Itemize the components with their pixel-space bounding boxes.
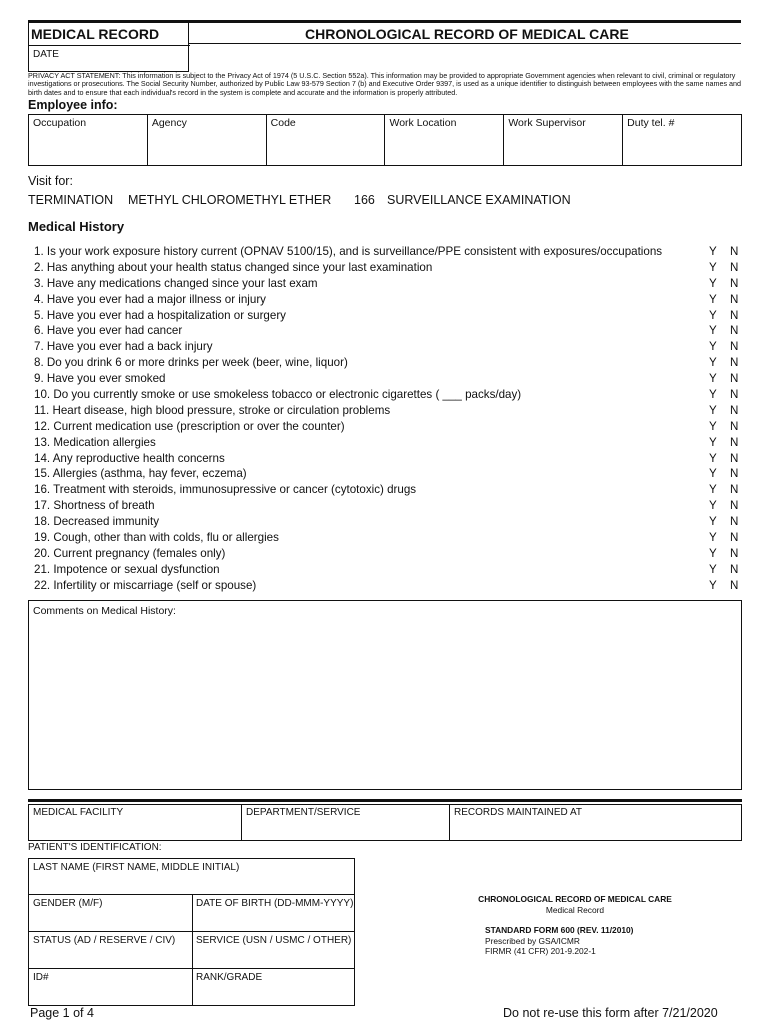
prescribed-by: Prescribed by GSA/ICMR xyxy=(485,935,580,946)
question-row xyxy=(28,355,742,371)
department-field[interactable] xyxy=(242,805,450,840)
question-text: 15. Allergies (asthma, hay fever, eczema) xyxy=(34,467,247,481)
no-option[interactable]: N xyxy=(730,403,739,417)
duty-tel-field[interactable] xyxy=(623,115,741,165)
department-label: DEPARTMENT/SERVICE xyxy=(246,807,361,818)
form-info-title: CHRONOLOGICAL RECORD OF MEDICAL CARE xyxy=(478,894,672,904)
question-text: 8. Do you drink 6 or more drinks per week (beer, wine, liquor) xyxy=(34,356,348,370)
yes-option[interactable]: Y xyxy=(709,340,717,354)
question-text: 12. Current medication use (prescription or over the counter) xyxy=(34,419,345,433)
question-text: 5. Have you ever had a hospitalization or surgery xyxy=(34,308,286,322)
rank-label: RANK/GRADE xyxy=(196,972,263,983)
work-location-label: Work Location xyxy=(389,117,457,129)
question-row xyxy=(28,466,742,482)
question-row xyxy=(28,403,742,419)
patient-id-title: PATIENT'S IDENTIFICATION: xyxy=(28,842,162,853)
no-option[interactable]: N xyxy=(730,340,739,354)
yes-option[interactable]: Y xyxy=(709,515,717,529)
question-text: 4. Have you ever had a major illness or injury xyxy=(34,292,266,306)
question-text: 21. Impotence or sexual dysfunction xyxy=(34,562,220,576)
yes-option[interactable]: Y xyxy=(709,435,717,449)
records-field[interactable] xyxy=(450,805,741,840)
visit-code: 166 xyxy=(354,193,375,207)
yes-option[interactable]: Y xyxy=(709,546,717,560)
work-supervisor-label: Work Supervisor xyxy=(508,117,586,129)
no-option[interactable]: N xyxy=(730,308,739,322)
standard-form: STANDARD FORM 600 (REV. 11/2010) xyxy=(485,925,634,935)
visit-label: Visit for: xyxy=(28,174,73,188)
question-row xyxy=(28,435,742,451)
no-option[interactable]: N xyxy=(730,467,739,481)
visit-agent: METHYL CHLOROMETHYL ETHER xyxy=(128,193,332,207)
form-title-left: MEDICAL RECORD xyxy=(31,26,160,42)
occupation-field[interactable] xyxy=(29,115,148,165)
form-info-block xyxy=(470,894,710,957)
question-row xyxy=(28,244,742,260)
yes-option[interactable]: Y xyxy=(709,372,717,386)
records-label: RECORDS MAINTAINED AT xyxy=(454,807,582,818)
yes-option[interactable]: Y xyxy=(709,260,717,274)
question-text: 13. Medication allergies xyxy=(34,435,156,449)
yes-option[interactable]: Y xyxy=(709,276,717,290)
question-row xyxy=(28,530,742,546)
question-row xyxy=(28,387,742,403)
question-text: 9. Have you ever smoked xyxy=(34,372,166,386)
expiry-notice: Do not re-use this form after 7/21/2020 xyxy=(503,1006,718,1020)
question-text: 11. Heart disease, high blood pressure, stroke or circulation problems xyxy=(34,403,391,417)
yes-option[interactable]: Y xyxy=(709,324,717,338)
question-row xyxy=(28,323,742,339)
no-option[interactable]: N xyxy=(730,499,739,513)
question-row xyxy=(28,292,742,308)
header-divider xyxy=(29,45,190,46)
title-box xyxy=(188,20,741,44)
status-label: STATUS (AD / RESERVE / CIV) xyxy=(33,935,176,946)
question-row xyxy=(28,546,742,562)
work-location-field[interactable] xyxy=(385,115,504,165)
yes-option[interactable]: Y xyxy=(709,388,717,402)
yes-option[interactable]: Y xyxy=(709,499,717,513)
form-title-right: CHRONOLOGICAL RECORD OF MEDICAL CARE xyxy=(305,26,629,42)
privacy-statement: PRIVACY ACT STATEMENT: This information is subject to the Privacy Act of 1974 (5 U.S.C. Section 552a). This information may be provided to appropriate Government agencies when relevant to civil, criminal or regulatory investigations or prosecutions. The Social Security Number, authorized by Public Law 93-579 Section 7 (b) and Executive Order 9397, is used as a unique identifier to distinguish between employees with the same names and birth dates and to ensure that each individual's record in the system is complete and accurate and the information is properly attributed. xyxy=(28,71,742,97)
no-option[interactable]: N xyxy=(730,260,739,274)
occupation-label: Occupation xyxy=(33,117,87,129)
question-text: 7. Have you ever had a back injury xyxy=(34,340,213,354)
no-option[interactable]: N xyxy=(730,245,739,258)
question-row xyxy=(28,562,742,578)
dob-label: DATE OF BIRTH (DD-MMM-YYYY) xyxy=(196,898,354,909)
work-supervisor-field[interactable] xyxy=(504,115,623,165)
code-field[interactable] xyxy=(267,115,386,165)
question-row xyxy=(28,482,742,498)
question-text: 18. Decreased immunity xyxy=(34,515,160,529)
question-text: 19. Cough, other than with colds, flu or allergies xyxy=(34,531,279,545)
no-option[interactable]: N xyxy=(730,531,739,545)
yes-option[interactable]: Y xyxy=(709,531,717,545)
yes-option[interactable]: Y xyxy=(709,356,717,370)
question-row xyxy=(28,260,742,276)
question-row xyxy=(28,498,742,514)
question-row xyxy=(28,339,742,355)
no-option[interactable]: N xyxy=(730,372,739,386)
column-divider xyxy=(192,895,193,1005)
medical-history-title: Medical History xyxy=(28,219,125,234)
comments-box[interactable] xyxy=(28,600,742,790)
firmr: FIRMR (41 CFR) 201-9.202-1 xyxy=(485,946,596,956)
question-text: 14. Any reproductive health concerns xyxy=(34,451,225,465)
yes-option[interactable]: Y xyxy=(709,451,717,465)
id-label: ID# xyxy=(33,972,49,983)
question-row xyxy=(28,514,742,530)
question-text: 1. Is your work exposure history current (OPNAV 5100/15), and is surveillance/PPE consistent with exposures/occupations xyxy=(34,245,663,258)
visit-type: TERMINATION xyxy=(28,193,114,207)
no-option[interactable]: N xyxy=(730,324,739,338)
date-label: DATE xyxy=(33,49,59,60)
question-row xyxy=(28,371,742,387)
last-name-row[interactable] xyxy=(29,859,354,895)
no-option[interactable]: N xyxy=(730,388,739,402)
comments-label: Comments on Medical History: xyxy=(33,605,176,617)
no-option[interactable]: N xyxy=(730,578,739,592)
question-text: 2. Has anything about your health status changed since your last examination xyxy=(34,260,433,274)
code-label: Code xyxy=(270,117,296,129)
no-option[interactable]: N xyxy=(730,515,739,529)
no-option[interactable]: N xyxy=(730,451,739,465)
facility-table xyxy=(28,804,742,841)
question-text: 22. Infertility or miscarriage (self or spouse) xyxy=(34,578,257,592)
yes-option[interactable]: Y xyxy=(709,403,717,417)
yes-option[interactable]: Y xyxy=(709,483,717,497)
gender-label: GENDER (M/F) xyxy=(33,898,103,909)
question-text: 10. Do you currently smoke or use smokeless tobacco or electronic cigarettes ( ___ packs/day) xyxy=(34,388,522,402)
agency-label: Agency xyxy=(151,117,187,129)
question-text: 16. Treatment with steroids, immunosupressive or cancer (cytotoxic) drugs xyxy=(34,483,417,497)
patient-id-box xyxy=(28,858,355,1006)
question-text: 6. Have you ever had cancer xyxy=(34,324,183,338)
visit-exam: SURVEILLANCE EXAMINATION xyxy=(387,193,571,207)
date-box xyxy=(28,20,189,72)
employee-info-label: Employee info: xyxy=(28,98,118,112)
form-info-subtitle: Medical Record xyxy=(545,904,605,915)
question-row xyxy=(28,451,742,467)
no-option[interactable]: N xyxy=(730,419,739,433)
question-row xyxy=(28,578,742,594)
yes-option[interactable]: Y xyxy=(709,578,717,592)
no-option[interactable]: N xyxy=(730,276,739,290)
medical-facility-label: MEDICAL FACILITY xyxy=(33,807,124,818)
yes-option[interactable]: Y xyxy=(709,467,717,481)
no-option[interactable]: N xyxy=(730,435,739,449)
yes-option[interactable]: Y xyxy=(709,308,717,322)
no-option[interactable]: N xyxy=(730,356,739,370)
question-text: 17. Shortness of breath xyxy=(34,499,155,513)
no-option[interactable]: N xyxy=(730,546,739,560)
page-number: Page 1 of 4 xyxy=(30,1006,94,1020)
no-option[interactable]: N xyxy=(730,562,739,576)
employee-info-table xyxy=(28,114,742,166)
yes-option[interactable]: Y xyxy=(709,245,717,258)
question-row xyxy=(28,419,742,435)
no-option[interactable]: N xyxy=(730,483,739,497)
medical-facility-field[interactable] xyxy=(29,805,242,840)
service-label: SERVICE (USN / USMC / OTHER) xyxy=(196,935,352,946)
question-text: 20. Current pregnancy (females only) xyxy=(34,546,226,560)
no-option[interactable]: N xyxy=(730,292,739,306)
question-text: 3. Have any medications changed since your last exam xyxy=(34,276,318,290)
question-row xyxy=(28,276,742,292)
form-header xyxy=(28,20,741,72)
yes-option[interactable]: Y xyxy=(709,562,717,576)
last-name-label: LAST NAME (FIRST NAME, MIDDLE INITIAL) xyxy=(33,862,240,873)
duty-tel-label: Duty tel. # xyxy=(627,117,675,129)
medical-history-questions xyxy=(28,244,742,594)
question-row xyxy=(28,308,742,324)
agency-field[interactable] xyxy=(148,115,267,165)
yes-option[interactable]: Y xyxy=(709,292,717,306)
bottom-divider xyxy=(28,799,742,802)
yes-option[interactable]: Y xyxy=(709,419,717,433)
